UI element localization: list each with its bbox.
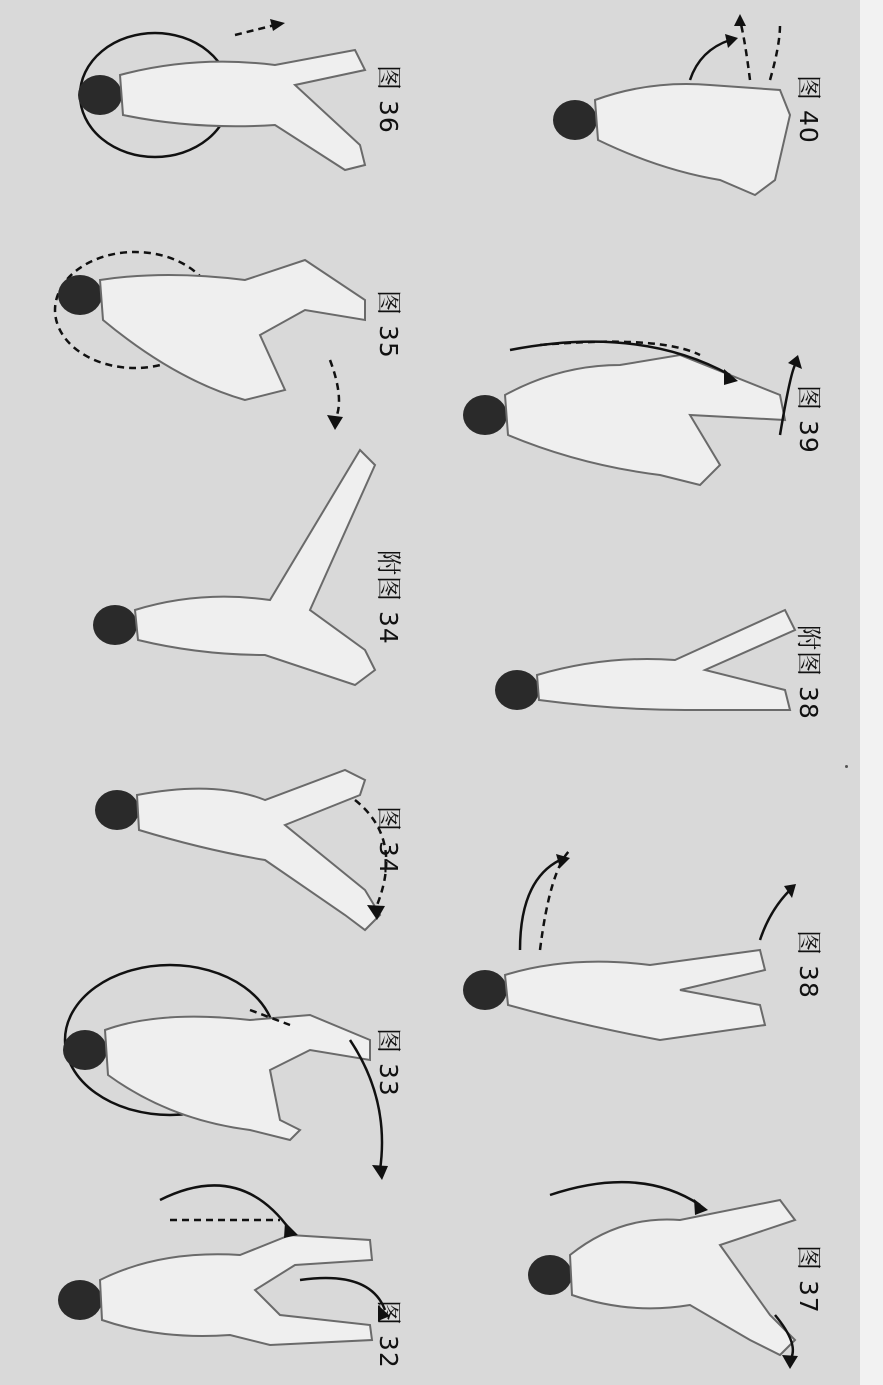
figure-35-photo — [45, 240, 375, 430]
figure-38-illustration — [460, 840, 800, 1050]
figure-39-illustration — [460, 335, 800, 495]
appended-figure-38-caption: 附图 38 — [794, 625, 823, 720]
appended-figure-34-photo — [90, 440, 390, 700]
appended-figure-34-caption: 附图 34 — [374, 550, 403, 645]
figure-34-photo — [95, 740, 395, 940]
appended-figure-38-photo — [495, 600, 805, 720]
figure-34-illustration — [95, 740, 395, 940]
figure-40-photo — [550, 20, 810, 210]
figure-37-photo — [520, 1175, 810, 1370]
figure-33-caption: 图 33 — [374, 1028, 403, 1097]
figure-37-caption: 图 37 — [794, 1245, 823, 1314]
figure-35-illustration — [45, 240, 375, 430]
figure-33-illustration — [50, 970, 390, 1180]
figure-35-caption: 图 35 — [374, 290, 403, 359]
appended-figure-34-illustration — [90, 440, 390, 700]
page-margin — [860, 0, 883, 1385]
figure-39-caption: 图 39 — [794, 385, 823, 454]
figure-38-caption: 图 38 — [794, 930, 823, 999]
figure-37-illustration — [520, 1175, 810, 1370]
figure-34-caption: 图 34 — [374, 806, 403, 875]
figure-33-photo — [50, 970, 390, 1180]
figure-40-caption: 图 40 — [794, 75, 823, 144]
appended-figure-38-illustration — [495, 600, 805, 720]
figure-36-photo — [75, 15, 385, 190]
print-speck — [845, 765, 848, 768]
figure-36-illustration — [75, 15, 385, 190]
figure-40-illustration — [550, 20, 810, 210]
figure-32-caption: 图 32 — [374, 1300, 403, 1369]
figure-39-photo — [460, 335, 800, 495]
figure-36-caption: 图 36 — [374, 65, 403, 134]
figure-38-photo — [460, 840, 800, 1050]
